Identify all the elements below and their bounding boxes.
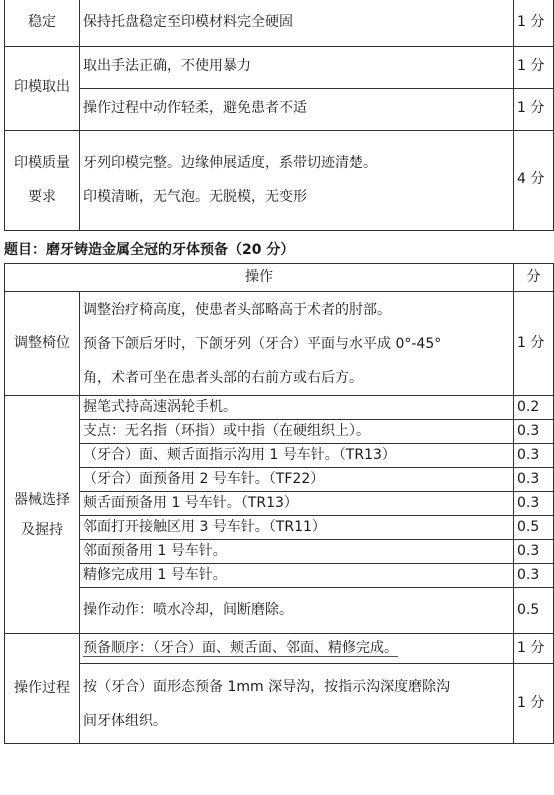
desc-cell: 取出手法正确，不使用暴力 — [80, 46, 514, 88]
desc-cell — [80, 130, 514, 230]
item-cell: 印模取出 — [5, 46, 80, 130]
item-line: 及握持 — [21, 521, 63, 538]
desc-cell: 操作过程中动作轻柔，避免患者不适 — [80, 88, 514, 130]
table-row — [5, 130, 554, 230]
desc-line: 牙列印模完整。边缘伸展适度，系带切迹清楚。 — [83, 155, 377, 171]
score-cell: 0.2 — [514, 396, 554, 420]
table-top — [4, 0, 554, 231]
desc-cell: 保持托盘稳定至印模材料完全硬固 — [80, 0, 514, 46]
score-cell: 1 分 — [514, 664, 554, 744]
desc-cell — [80, 634, 514, 664]
desc-cell: （牙合）面预备用 2 号车针。（TF22） — [80, 468, 514, 492]
table-row — [5, 634, 554, 664]
score-cell: 0.3 — [514, 540, 554, 564]
desc-cell — [80, 664, 514, 744]
table-main — [4, 263, 554, 744]
score-cell: 1 分 — [514, 634, 554, 664]
score-cell: 0.3 — [514, 420, 554, 444]
desc-cell: 邻面预备用 1 号车针。 — [80, 540, 514, 564]
table-row — [5, 492, 554, 516]
table-row — [5, 420, 554, 444]
table-row — [5, 46, 554, 88]
item-line: 要求 — [28, 189, 56, 205]
item-line: 器械选择 — [14, 491, 70, 508]
desc-line: 预备下颌后牙时，下颌牙列（牙合）平面与水平成 0°-45° — [83, 335, 442, 352]
desc-line: 按（牙合）面形态预备 1mm 深导沟，按指示沟深度磨除沟 — [83, 678, 451, 695]
score-cell: 1 分 — [514, 46, 554, 88]
score-cell: 4 分 — [514, 130, 554, 230]
section-heading: 题目：磨牙铸造金属全冠的牙体预备（20 分） — [4, 242, 295, 258]
item-cell — [5, 130, 80, 230]
desc-cell: 支点：无名指（环指）或中指（在硬组织上）。 — [80, 420, 514, 444]
desc-cell — [80, 292, 514, 396]
table-row — [5, 588, 554, 634]
score-cell: 1 分 — [514, 292, 554, 396]
desc-line: 预备顺序：（牙合）面、颊舌面、邻面、精修完成。 — [83, 639, 398, 656]
table-row — [5, 516, 554, 540]
desc-cell: （牙合）面、颊舌面指示沟用 1 号车针。（TR13） — [80, 444, 514, 468]
desc-cell: 握笔式持高速涡轮手机。 — [80, 396, 514, 420]
item-cell: 调整椅位 — [5, 292, 80, 396]
score-cell: 1 分 — [514, 0, 554, 46]
table-row — [5, 0, 554, 46]
desc-line: 调整治疗椅高度，使患者头部略高于术者的肘部。 — [83, 301, 391, 318]
score-cell: 0.5 — [514, 588, 554, 634]
table-row — [5, 88, 554, 130]
table-header-row — [5, 264, 554, 292]
header-op: 操作 — [5, 264, 514, 292]
item-cell: 稳定 — [5, 0, 80, 46]
score-cell: 0.3 — [514, 468, 554, 492]
table-row — [5, 564, 554, 588]
desc-line: 间牙体组织。 — [83, 712, 167, 729]
score-cell: 0.3 — [514, 492, 554, 516]
score-cell: 0.5 — [514, 516, 554, 540]
desc-line: 角，术者可坐在患者头部的右前方或右后方。 — [83, 369, 363, 386]
header-score: 分 — [514, 264, 554, 292]
desc-cell: 操作动作：喷水冷却，间断磨除。 — [80, 588, 514, 634]
item-line: 印模质量 — [14, 155, 70, 171]
desc-cell: 精修完成用 1 号车针。 — [80, 564, 514, 588]
score-cell: 1 分 — [514, 88, 554, 130]
table-row — [5, 292, 554, 396]
desc-cell: 颊舌面预备用 1 号车针。（TR13） — [80, 492, 514, 516]
table-row — [5, 468, 554, 492]
score-cell: 0.3 — [514, 564, 554, 588]
table-row — [5, 396, 554, 420]
item-cell — [5, 396, 80, 634]
table-row — [5, 664, 554, 744]
table-row — [5, 540, 554, 564]
desc-cell: 邻面打开接触区用 3 号车针。（TR11） — [80, 516, 514, 540]
item-cell: 操作过程 — [5, 634, 80, 744]
desc-line: 印模清晰，无气泡。无脱模，无变形 — [83, 189, 307, 205]
table-row — [5, 444, 554, 468]
score-cell: 0.3 — [514, 444, 554, 468]
